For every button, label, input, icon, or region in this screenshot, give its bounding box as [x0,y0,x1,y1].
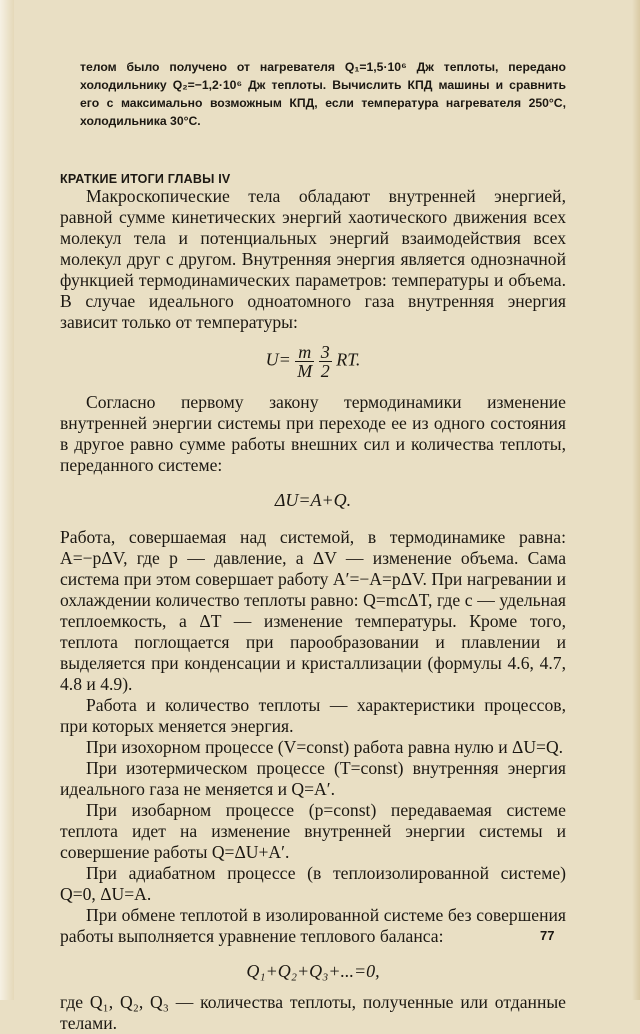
page-number: 77 [540,928,555,943]
formula-rhs: RT. [336,349,361,370]
formula-lhs: U= [265,349,291,370]
paragraph-heat-exchange: При обмене теплотой в изолированной системе без совершения работы выполняется уравнение теплового баланса: [60,905,566,946]
formula-heat-balance: Q₁+Q₂+Q₃+...=0, [246,961,380,981]
paragraph-internal-energy: Макроскопические тела обладают внутренней энергией, равной сумме кинетических энергий хаотического движения всех молекул тела и потенциальных энергий взаимодействия всех молекул друг с другом. Внутренняя энергия является однозначной функцией термодинамических параметров: температуры и объема. В случае идеального одноатомного газа внутренняя энергия зависит только от температуры: [60,186,566,332]
paragraph-characteristics: Работа и количество теплоты — характеристики процессов, при которых меняется энергия. [60,695,566,736]
summary-body [60,186,566,1034]
paragraph-first-law: Согласно первому закону термодинамики изменение внутренней энергии системы при переходе ее из одного состояния в другое равно сумме работы внешних сил и количества теплоты, переданного системе: [60,392,566,475]
paragraph-work-heat: Работа, совершаемая над системой, в термодинамике равна: A=−pΔV, где p — давление, а ΔV — изменение объема. Сама система при этом совершает работу A′=−A=pΔV. При нагревании и охлаждении количество теплоты равно: Q=mcΔT, где c — удельная теплоемкость, а ΔT — изменение температуры. Кроме того, теплота поглощается при парообразовании и плавлении и выделяется при конденсации и кристаллизации (формулы 4.6, 4.7, 4.8 и 4.9). [60,527,566,694]
paragraph-heat-definitions: где Q₁, Q₂, Q₃ — количества теплоты, полученные или отданные телами. [60,992,566,1033]
formula-first-law: ΔU=A+Q. [274,490,352,510]
fraction-numerator: m [295,343,314,362]
paragraph-adiabatic: При адиабатном процессе (в теплоизолированной системе) Q=0, ΔU=A. [60,863,566,904]
paragraph-isothermal: При изотермическом процессе (T=const) внутренняя энергия идеального газа не меняется и Q=A′. [60,758,566,799]
paragraph-isochoric: При изохорном процессе (V=const) работа равна нулю и ΔU=Q. [86,737,564,757]
fraction-denominator: M [297,361,313,381]
fraction-three-halves [319,343,332,380]
fraction-m-over-M [295,343,314,380]
fraction-denominator: 2 [320,361,330,381]
formula-internal-energy [60,343,566,380]
problem-text: телом было получено от нагревателя Q₁=1,5·10⁶ Дж теплоты, передано холодильнику Q₂=−1,2·10⁶ Дж теплоты. Вычислить КПД машины и сравнить его с максимально возможным КПД, если температура нагревателя 250°С, холодильника 30°С. [80,60,566,128]
fraction-numerator: 3 [320,342,330,362]
section-heading: КРАТКИЕ ИТОГИ ГЛАВЫ IV [60,172,231,186]
page-right-edge [632,0,640,1000]
paragraph-isobaric: При изобарном процессе (p=const) передаваемая системе теплота идет на изменение внутренней энергии системы и совершение работы Q=ΔU+A′. [60,800,566,862]
page-content [60,58,566,1034]
page-left-edge [0,0,14,1000]
